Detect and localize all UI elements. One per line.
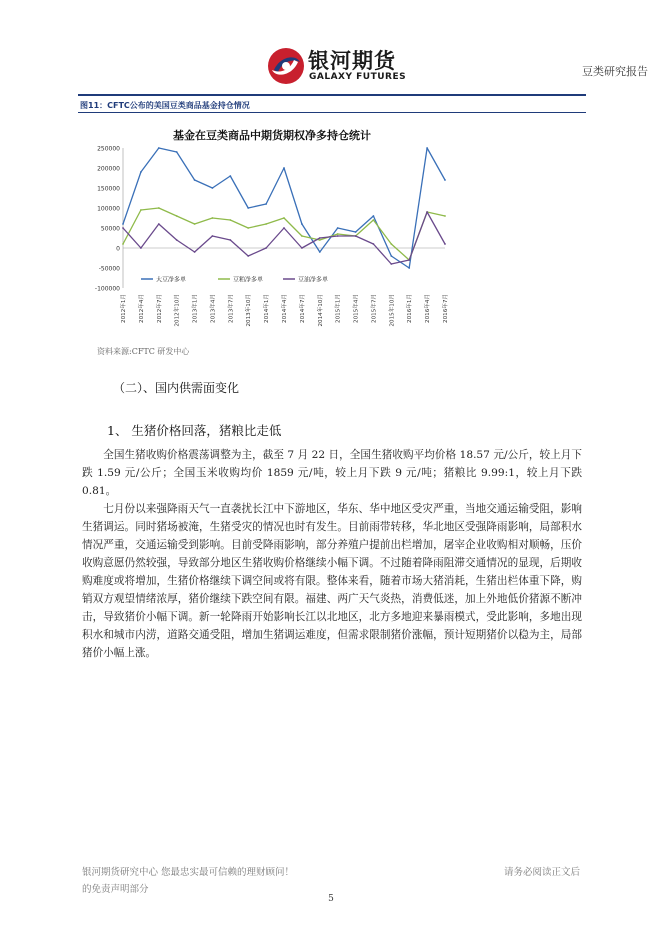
data-point — [212, 187, 214, 189]
caption-divider — [78, 112, 586, 113]
subheading: 1、 生猪价格回落，猪粮比走低 — [107, 423, 282, 438]
footer-disclaimer: 的免责声明部分 — [82, 884, 149, 895]
data-point — [337, 233, 339, 235]
data-point — [408, 259, 410, 261]
brand-name-en: GALAXY FUTURES — [309, 72, 407, 82]
figure-caption: 图11：CFTC公布的美国豆类商品基金持仓情况 — [80, 101, 250, 110]
legend-label: 豆油净多单 — [298, 276, 329, 284]
footer-tagline: 银河期货研究中心 您最忠实最可信赖的理财顾问！ — [82, 867, 295, 878]
x-tick-label: 2015年1月 — [335, 294, 342, 323]
data-point — [355, 231, 357, 233]
x-tick-label: 2012年7月 — [156, 294, 163, 323]
x-tick-label: 2014年4月 — [282, 294, 288, 323]
x-tick-label: 2013年1月 — [192, 294, 199, 323]
x-tick-label: 2014年1月 — [264, 294, 271, 323]
data-point — [140, 209, 142, 211]
data-point — [319, 237, 321, 239]
data-point — [390, 263, 392, 265]
y-tick-label: 50000 — [100, 225, 120, 233]
data-point — [426, 211, 428, 213]
data-point — [265, 223, 267, 225]
x-tick-label: 2015年7月 — [371, 294, 378, 323]
data-point — [140, 247, 142, 249]
data-point — [158, 223, 160, 225]
y-tick-label: 150000 — [97, 185, 120, 193]
data-point — [444, 243, 446, 245]
data-point — [373, 215, 375, 217]
data-point — [176, 215, 178, 217]
footer-left — [82, 864, 294, 898]
data-point — [176, 239, 178, 241]
header-divider — [78, 94, 586, 96]
data-point — [229, 239, 231, 241]
y-tick-label: -50000 — [98, 265, 120, 273]
series-line — [123, 208, 445, 260]
data-point — [283, 167, 285, 169]
data-point — [122, 243, 124, 245]
data-point — [265, 203, 267, 205]
chart-title: 基金在豆类商品中期货期权净多持仓统计 — [173, 129, 371, 142]
data-point — [122, 227, 124, 229]
x-tick-label: 2013年4月 — [210, 294, 217, 323]
data-point — [158, 207, 160, 209]
data-point — [408, 267, 410, 269]
data-point — [283, 217, 285, 219]
data-point — [426, 147, 428, 149]
data-point — [337, 235, 339, 237]
section-heading: （二）、国内供需面变化 — [113, 381, 240, 395]
data-point — [301, 247, 303, 249]
data-point — [265, 247, 267, 249]
data-point — [229, 175, 231, 177]
data-point — [140, 171, 142, 173]
fund-position-chart — [93, 122, 451, 340]
data-point — [301, 223, 303, 225]
data-point — [319, 251, 321, 253]
x-tick-label: 2016年1月 — [407, 294, 414, 323]
data-point — [194, 223, 196, 225]
data-point — [283, 227, 285, 229]
data-point — [247, 207, 249, 209]
x-tick-label: 2012年4月 — [138, 294, 145, 323]
y-tick-label: -100000 — [94, 285, 120, 293]
data-point — [337, 227, 339, 229]
data-point — [355, 235, 357, 237]
x-tick-label: 2016年7月 — [443, 294, 449, 323]
x-tick-label: 2013年7月 — [228, 294, 235, 323]
paragraph-1: 全国生猪收购价格震荡调整为主，截至 7 月 22 日，全国生猪收购平均价格 18.57 元/公斤，较上月下跌 1.59 元/公斤；全国玉米收购均价 1859 元/吨，较上月下跌 9 元/吨；猪粮比 9.99:1，较上月下跌 0.81。 — [82, 449, 582, 497]
data-point — [444, 179, 446, 181]
x-tick-label: 2014年7月 — [299, 294, 306, 323]
series-line — [123, 148, 445, 268]
y-tick-label: 250000 — [97, 145, 120, 153]
x-tick-label: 2015年10月 — [389, 294, 396, 327]
data-point — [247, 255, 249, 257]
x-tick-label: 2012年10月 — [174, 294, 181, 327]
data-point — [390, 243, 392, 245]
data-point — [212, 217, 214, 219]
brand-name-cn: 银河期货 — [308, 49, 396, 73]
figure-source: 资料来源:CFTC 研发中心 — [97, 347, 190, 356]
footer-right: 请务必阅读正文后 — [503, 867, 580, 878]
legend-label: 豆粕净多单 — [233, 276, 264, 284]
data-point — [373, 219, 375, 221]
data-point — [212, 235, 214, 237]
data-point — [444, 215, 446, 217]
data-point — [319, 239, 321, 241]
series-line — [123, 212, 445, 264]
x-tick-label: 2012年1月 — [121, 294, 127, 323]
galaxy-logo-icon — [266, 46, 306, 86]
x-tick-label: 2013年10月 — [246, 294, 253, 327]
data-point — [373, 243, 375, 245]
data-point — [390, 255, 392, 257]
legend-label: 大豆净多单 — [156, 276, 187, 284]
data-point — [247, 227, 249, 229]
y-tick-label: 200000 — [97, 165, 120, 173]
report-type: 豆类研究报告 — [582, 65, 648, 78]
x-tick-label: 2014年10月 — [317, 294, 324, 327]
data-point — [158, 147, 160, 149]
data-point — [301, 235, 303, 237]
x-tick-label: 2015年4月 — [353, 294, 360, 323]
y-tick-label: 100000 — [97, 205, 120, 213]
data-point — [176, 151, 178, 153]
x-tick-label: 2016年4月 — [425, 294, 432, 323]
y-tick-label: 0 — [116, 245, 120, 253]
data-point — [194, 179, 196, 181]
paragraph-2: 七月份以来强降雨天气一直袭扰长江中下游地区，华东、华中地区受灾严重，当地交通运输受阻，影响生猪调运。同时猪场被淹，生猪受灾的情况也时有发生。目前雨带转移，华北地区受强降雨影响，局部积水情况严重，交通运输受到影响。目前受降雨影响，部分养殖户提前出栏增加，屠宰企业收购相对顺畅，压价收购意愿仍然较强，导致部分地区生猪收购价格继续小幅下调。不过随着降雨阻滞交通情况的显现，后期收购难度或将增加，生猪价格继续下调空间或将有限。整体来看，随着市场大猪消耗，生猪出栏体重下降，购销双方观望情绪浓厚，猪价继续下跌空间有限。福建、两广天气炎热，消费低迷，加上外地低价猪源不断冲击，导致猪价小幅下调。新一轮降雨开始影响长江以北地区，北方多地迎来暴雨模式，受此影响，多地出现积水和城市内涝，道路交通受阻，增加生猪调运难度，但需求限制猪价涨幅，预计短期猪价以稳为主，局部猪价小幅上涨。 — [82, 503, 582, 659]
data-point — [229, 219, 231, 221]
data-point — [122, 223, 124, 225]
page-number: 5 — [328, 894, 334, 904]
data-point — [194, 251, 196, 253]
